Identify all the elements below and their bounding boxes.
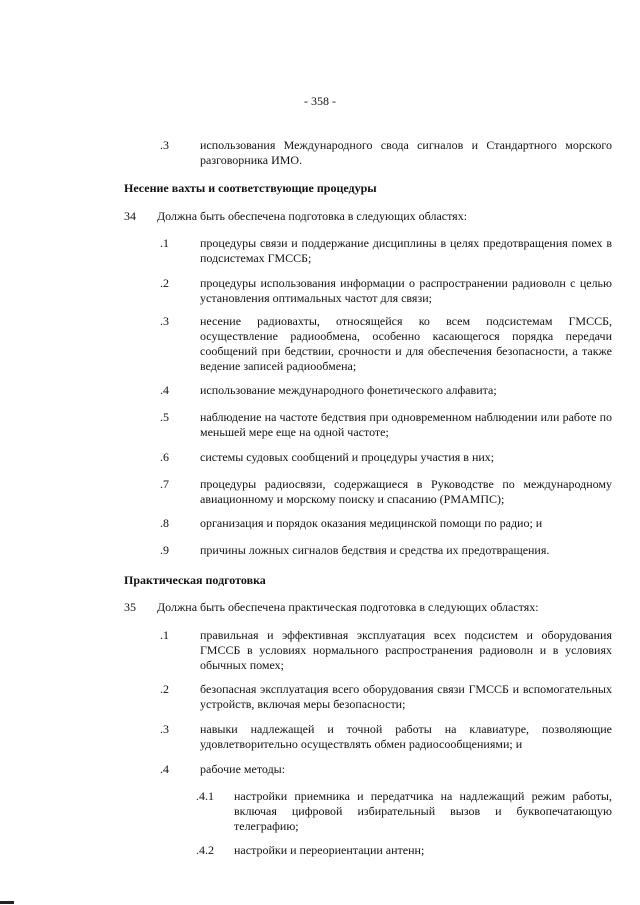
s1-item-8-number: .8 [160, 516, 169, 530]
s1-item-3-number: .3 [160, 314, 169, 328]
section2-number: 35 [124, 600, 136, 614]
section1-intro: Должна быть обеспечена подготовка в следующих областях: [157, 209, 468, 223]
section2-heading: Практическая подготовка [124, 573, 266, 587]
s1-item-6-number: .6 [160, 450, 169, 464]
s2-subitem-1-text: настройки приемника и передатчика на надлежащий режим работы, включая цифровой избирательный вызов и буквопечатающую телеграфию; [234, 789, 612, 833]
s1-item-1-number: .1 [160, 236, 169, 250]
section2-intro: Должна быть обеспечена практическая подготовка в следующих областях: [157, 600, 539, 614]
s2-item-3-number: .3 [160, 722, 169, 736]
s1-item-2-text: процедуры использования информации о распространении радиоволн с целью установления оптимальных частот для связи; [200, 276, 612, 305]
s1-item-7-number: .7 [160, 477, 169, 491]
s1-item-1-text: процедуры связи и поддержание дисциплины в целях предотвращения помех в подсистемах ГМССБ; [200, 236, 612, 265]
s2-subitem-2-text: настройки и переориентации антенн; [234, 843, 425, 857]
s2-item-4-text: рабочие методы: [200, 762, 286, 776]
section1-number: 34 [124, 209, 136, 223]
s1-item-9-text: причины ложных сигналов бедствия и средства их предотвращения. [200, 543, 550, 557]
s1-item-5-text: наблюдение на частоте бедствия при одновременном наблюдении или работе по меньшей мере еще на одной частоте; [200, 410, 612, 439]
s1-item-7-text: процедуры радиосвязи, содержащиеся в Руководстве по международному авиационному и морскому поиску и спасанию (РМАМПС); [200, 477, 612, 506]
section1-heading: Несение вахты и соответствующие процедуры [124, 181, 377, 195]
s1-item-4-text: использование международного фонетического алфавита; [200, 383, 497, 397]
item-top-text: использования Международного свода сигналов и Стандартного морского разговорника ИМО. [200, 138, 612, 167]
s1-item-6-text: системы судовых сообщений и процедуры участия в них; [200, 450, 495, 464]
s1-item-9-number: .9 [160, 543, 169, 557]
s2-subitem-1-number: .4.1 [196, 789, 214, 803]
page-number: - 358 - [304, 94, 336, 108]
s1-item-8-text: организация и порядок оказания медицинской помощи по радио; и [200, 516, 543, 530]
s2-item-1-number: .1 [160, 628, 169, 642]
s1-item-3-text: несение радиовахты, относящейся ко всем подсистемам ГМССБ, осуществление радиообмена, особенно касающегося порядка передачи сообщений при бедствии, срочности и для обеспечения безопасности, а также ведение записей радиообмена; [200, 314, 612, 373]
s2-item-1-text: правильная и эффективная эксплуатация всех подсистем и оборудования ГМССБ в условиях нормального распространения радиоволн и в условиях обычных помех; [200, 628, 612, 672]
scan-edge-mark [0, 901, 14, 904]
item-top-number: .3 [160, 138, 169, 152]
s2-item-2-number: .2 [160, 682, 169, 696]
s1-item-2-number: .2 [160, 276, 169, 290]
s2-item-2-text: безопасная эксплуатация всего оборудования связи ГМССБ и вспомогательных устройств, включая меры безопасности; [200, 682, 612, 711]
s2-item-4-number: .4 [160, 762, 169, 776]
s2-item-3-text: навыки надлежащей и точной работы на клавиатуре, позволяющие удовлетворительно осуществлять обмен радиосообщениями; и [200, 722, 612, 751]
s1-item-5-number: .5 [160, 410, 169, 424]
s2-subitem-2-number: .4.2 [196, 843, 214, 857]
s1-item-4-number: .4 [160, 383, 169, 397]
